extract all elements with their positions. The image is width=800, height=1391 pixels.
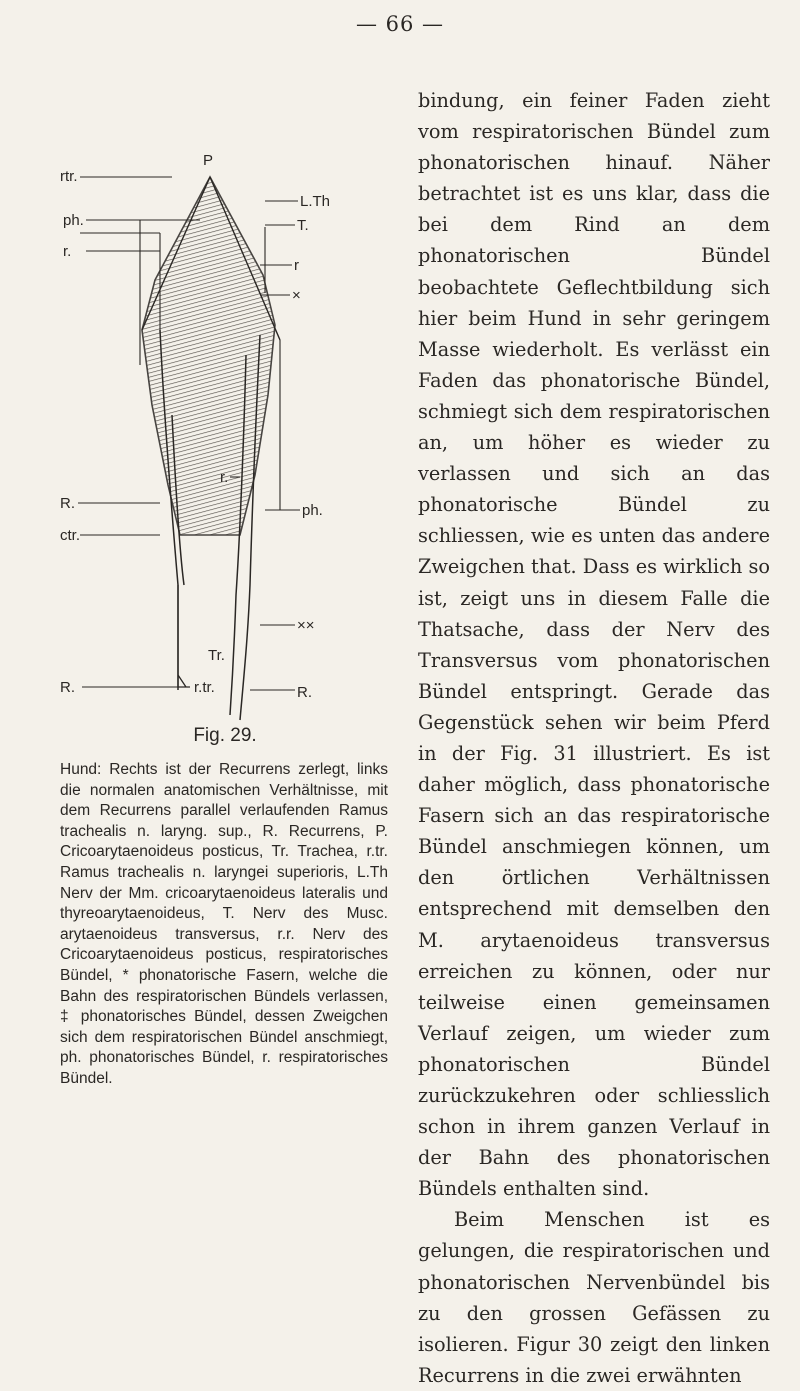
paragraph: bindung, ein feiner Faden zieht vom respiratorischen Bündel zum phonatorischen hinauf. Näher betrachtet ist es uns klar, dass die bei dem Rind an dem phonatorischen Bündel beobachtete Geflechtbildung sich hier beim Hund in sehr geringem Masse wiederholt. Es verlässt ein Faden das phonatorische Bündel, schmiegt sich dem respiratorischen an, um höher es wieder zu verlassen und sich an das phonatorische Bündel zu schliessen, wie es unten das andere Zweigchen that. Dass es wirklich so ist, zeigt uns in diesem Falle die Thatsache, dass der Nerv des Transversus vom phonatorischen Bündel entspringt. Gerade das Gegenstück sehen wir beim Pferd in der Fig. 31 illustriert. Es ist daher möglich, dass phonatorische Fasern sich an das respiratorische Bündel anschmiegen können, um den örtlichen Verhältnissen entsprechend mit demselben den M. arytaenoideus transversus erreichen zu können, oder nur teilweise einen gemeinsamen Verlauf zeigen, um wieder zum phonatorischen Bündel zurückzukehren oder schliesslich schon in ihrem ganzen Verlauf in der Bahn des phonatorischen Bündels enthalten sind. [418, 89, 770, 1201]
label-ph-left: ph. [63, 212, 84, 229]
nerve-diagram [60, 115, 380, 725]
figure-illustration [60, 115, 380, 725]
figure-caption: Hund: Rechts ist der Recurrens zerlegt, links die normalen anatomischen Verhältnisse, mit dem Recurrens parallel verlaufenden Ramus trachealis n. laryng. sup., R. Recurrens, P. Cricoarytaenoideus posticus, Tr. Trachea, r.tr. Ramus trachealis n. laryngei superioris, L.Th Nerv der Mm. cricoarytaenoideus lateralis und thyreoarytaenoideus, T. Nerv des Musc. arytaenoideus transversus, r.r. Nerv des Cricoarytaenoideus posticus, respiratorisches Bündel, * phonatorische Fasern, welche die Bahn des respiratorischen Bündels verlassen, ‡ phonatorisches Bündel, dessen Zweigchen sich dem respiratorischen Bündel anschmiegt, ph. phonatorisches Bündel, r. respiratorisches Bündel. [60, 761, 388, 1087]
label-r-left: r. [63, 243, 72, 260]
label-rtr: rtr. [60, 168, 78, 185]
paragraph: Beim Menschen ist es gelungen, die respiratorischen und phonatorischen Nervenbündel bis zu den grossen Gefässen zu isolieren. Figur 30 zeigt den linken Recurrens in die zwei erwähnten [418, 1208, 770, 1387]
label-ctr: ctr. [60, 527, 81, 544]
label-R-bottom-left: R. [60, 679, 75, 696]
label-r-center: r. [220, 469, 229, 486]
label-P: P [203, 152, 214, 169]
label-Tr: Tr. [208, 647, 225, 664]
label-R-mid: R. [60, 495, 75, 512]
page-number: — 66 — [355, 12, 445, 36]
label-x: × [292, 287, 301, 304]
label-LTh: L.Th [300, 193, 331, 210]
label-rtr-bottom: r.tr. [194, 679, 215, 696]
label-ph-right: ph. [302, 502, 323, 519]
body-text [418, 85, 770, 1391]
label-r-right: r [294, 257, 299, 274]
label-xx: ×× [297, 617, 315, 634]
label-T: T. [297, 217, 309, 234]
figure-title: Fig. 29. [193, 725, 257, 746]
label-R-bottom-right: R. [297, 684, 312, 701]
trachea-outline [178, 585, 190, 687]
